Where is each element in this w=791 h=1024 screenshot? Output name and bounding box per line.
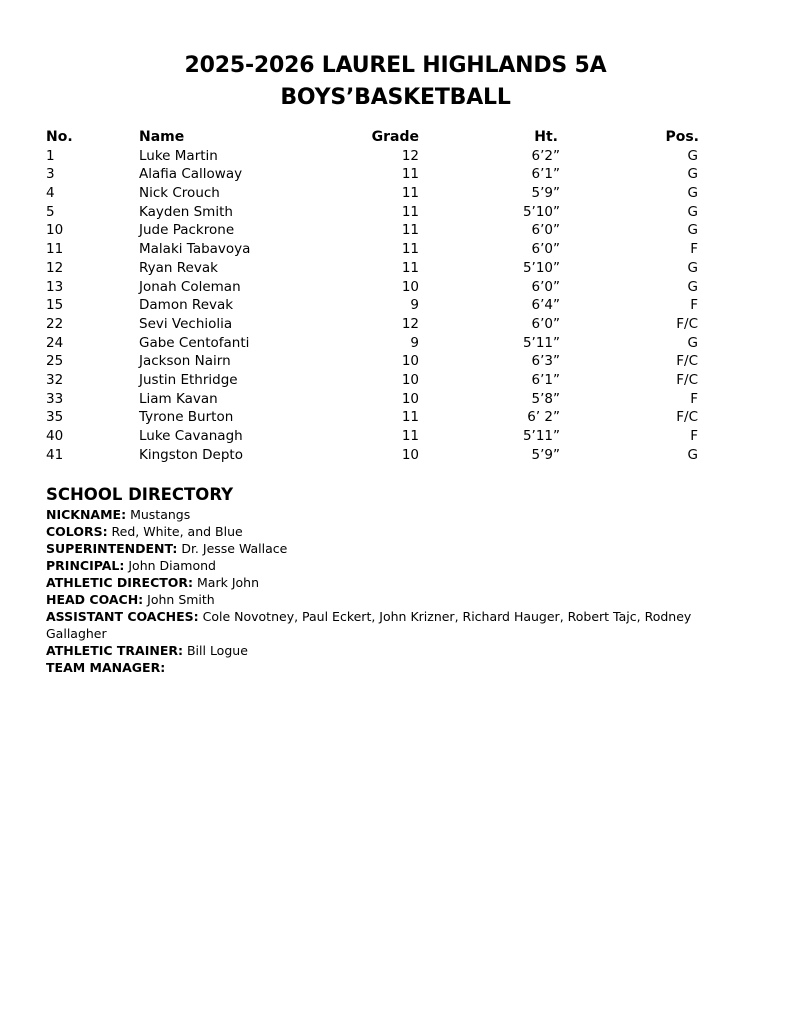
directory-heading: SCHOOL DIRECTORY xyxy=(46,485,234,504)
player-name: Malaki Tabavoya xyxy=(139,241,251,258)
player-height: 6’0” xyxy=(531,222,560,239)
player-name: Tyrone Burton xyxy=(139,409,234,426)
directory-label: ASSISTANT COACHES: xyxy=(46,609,199,624)
player-position: G xyxy=(687,203,698,220)
header-name: Name xyxy=(139,129,185,145)
directory-entry xyxy=(46,659,726,676)
player-number: 35 xyxy=(46,409,64,426)
player-name: Damon Revak xyxy=(139,297,234,314)
player-position: F/C xyxy=(676,409,698,426)
directory-entry xyxy=(46,642,726,659)
player-position: F xyxy=(690,390,698,407)
table-row xyxy=(46,446,736,465)
directory-entry xyxy=(46,506,726,523)
table-row xyxy=(46,390,736,409)
directory-entry xyxy=(46,591,726,608)
player-number: 22 xyxy=(46,315,64,332)
player-number: 25 xyxy=(46,353,64,370)
table-row xyxy=(46,203,736,222)
player-grade: 10 xyxy=(401,278,419,295)
player-height: 6’0” xyxy=(531,241,560,258)
player-height: 5’10” xyxy=(522,259,560,276)
player-grade: 10 xyxy=(401,390,419,407)
title-line-2: BOYS’BASKETBALL xyxy=(280,85,511,110)
player-name: Luke Cavanagh xyxy=(139,428,243,444)
directory-value: Mustangs xyxy=(126,507,191,522)
player-grade: 12 xyxy=(401,315,419,332)
player-grade: 10 xyxy=(401,446,419,463)
player-name: Kingston Depto xyxy=(139,446,243,463)
player-grade: 9 xyxy=(410,297,419,314)
roster-rows xyxy=(46,147,736,465)
player-name: Nick Crouch xyxy=(139,185,220,202)
player-number: 1 xyxy=(46,147,55,164)
directory-label: NICKNAME: xyxy=(46,507,127,522)
table-row xyxy=(46,278,736,297)
player-name: Ryan Revak xyxy=(139,259,218,276)
player-grade: 12 xyxy=(401,147,419,164)
player-height: 6’3” xyxy=(531,353,560,370)
document-title xyxy=(0,50,791,114)
player-position: G xyxy=(687,334,698,351)
player-position: G xyxy=(687,222,698,239)
player-name: Jude Packrone xyxy=(139,222,235,239)
roster-table xyxy=(46,128,736,464)
player-height: 6’ 2” xyxy=(527,409,560,426)
directory-value: Dr. Jesse Wallace xyxy=(177,541,288,556)
player-number: 4 xyxy=(46,185,55,202)
player-name: Liam Kavan xyxy=(139,390,218,407)
player-number: 40 xyxy=(46,428,64,444)
table-row xyxy=(46,259,736,278)
player-position: F/C xyxy=(676,353,698,370)
header-no: No. xyxy=(46,129,73,145)
player-number: 3 xyxy=(46,166,55,183)
table-row xyxy=(46,165,736,184)
directory-label: COLORS: xyxy=(46,524,108,539)
directory-value: Red, White, and Blue xyxy=(107,524,243,539)
directory-entry xyxy=(46,557,726,574)
player-name: Jackson Nairn xyxy=(139,353,231,370)
player-number: 32 xyxy=(46,371,64,388)
player-position: G xyxy=(687,147,698,164)
table-row xyxy=(46,427,736,446)
table-row xyxy=(46,408,736,427)
table-row xyxy=(46,147,736,166)
directory-value: Cole Novotney, Paul Eckert, John Krizner, Richard Hauger, Robert Tajc, Rodney Gallagher xyxy=(46,609,692,641)
player-height: 5’10” xyxy=(522,203,560,220)
directory-label: TEAM MANAGER: xyxy=(46,660,166,675)
player-number: 13 xyxy=(46,278,64,295)
player-grade: 11 xyxy=(401,241,419,258)
player-position: G xyxy=(687,259,698,276)
player-grade: 11 xyxy=(401,259,419,276)
player-height: 6’4” xyxy=(531,297,560,314)
player-number: 10 xyxy=(46,222,64,239)
directory-entry xyxy=(46,540,726,557)
directory-value: Bill Logue xyxy=(183,643,248,658)
player-grade: 11 xyxy=(401,203,419,220)
player-name: Gabe Centofanti xyxy=(139,334,250,351)
player-height: 6’1” xyxy=(531,166,560,183)
player-grade: 11 xyxy=(401,185,419,202)
directory-value: Mark John xyxy=(193,575,259,590)
player-position: G xyxy=(687,185,698,202)
player-position: F/C xyxy=(676,371,698,388)
player-height: 5’9” xyxy=(531,446,560,463)
player-grade: 11 xyxy=(401,428,419,444)
player-name: Kayden Smith xyxy=(139,203,233,220)
player-number: 24 xyxy=(46,334,64,351)
table-row xyxy=(46,184,736,203)
player-height: 6’2” xyxy=(531,147,560,164)
player-height: 5’9” xyxy=(531,185,560,202)
directory-entry xyxy=(46,523,726,540)
player-position: F xyxy=(690,428,698,444)
directory-entry xyxy=(46,608,726,642)
player-position: G xyxy=(687,166,698,183)
player-height: 5’8” xyxy=(531,390,560,407)
table-row xyxy=(46,334,736,353)
header-position: Pos. xyxy=(665,129,699,145)
header-grade: Grade xyxy=(371,129,419,145)
player-name: Sevi Vechiolia xyxy=(139,315,233,332)
player-height: 6’0” xyxy=(531,278,560,295)
directory-label: SUPERINTENDENT: xyxy=(46,541,178,556)
player-position: G xyxy=(687,446,698,463)
player-number: 41 xyxy=(46,446,64,463)
player-number: 12 xyxy=(46,259,64,276)
player-number: 11 xyxy=(46,241,64,258)
roster-header-row xyxy=(46,128,736,147)
player-number: 15 xyxy=(46,297,64,314)
directory-label: ATHLETIC TRAINER: xyxy=(46,643,183,658)
directory-label: ATHLETIC DIRECTOR: xyxy=(46,575,194,590)
player-position: F/C xyxy=(676,315,698,332)
directory-entries xyxy=(46,506,726,676)
player-height: 5’11” xyxy=(522,334,560,351)
player-height: 5’11” xyxy=(522,428,560,444)
player-name: Jonah Coleman xyxy=(139,278,241,295)
player-name: Alafia Calloway xyxy=(139,166,243,183)
player-position: F xyxy=(690,297,698,314)
header-height: Ht. xyxy=(534,129,558,145)
directory-value: John Diamond xyxy=(124,558,216,573)
title-line-1: 2025-2026 LAUREL HIGHLANDS 5A xyxy=(184,53,607,78)
player-number: 5 xyxy=(46,203,55,220)
player-grade: 10 xyxy=(401,371,419,388)
directory-value: John Smith xyxy=(143,592,215,607)
player-grade: 9 xyxy=(410,334,419,351)
player-grade: 11 xyxy=(401,166,419,183)
table-row xyxy=(46,352,736,371)
table-row xyxy=(46,240,736,259)
table-row xyxy=(46,221,736,240)
player-position: G xyxy=(687,278,698,295)
player-number: 33 xyxy=(46,390,64,407)
school-directory xyxy=(46,484,726,676)
directory-label: HEAD COACH: xyxy=(46,592,144,607)
player-position: F xyxy=(690,241,698,258)
table-row xyxy=(46,315,736,334)
table-row xyxy=(46,371,736,390)
directory-label: PRINCIPAL: xyxy=(46,558,125,573)
player-grade: 11 xyxy=(401,222,419,239)
directory-entry xyxy=(46,574,726,591)
player-grade: 10 xyxy=(401,353,419,370)
player-height: 6’0” xyxy=(531,315,560,332)
player-height: 6’1” xyxy=(531,371,560,388)
player-name: Justin Ethridge xyxy=(139,371,238,388)
table-row xyxy=(46,296,736,315)
player-grade: 11 xyxy=(401,409,419,426)
player-name: Luke Martin xyxy=(139,147,218,164)
